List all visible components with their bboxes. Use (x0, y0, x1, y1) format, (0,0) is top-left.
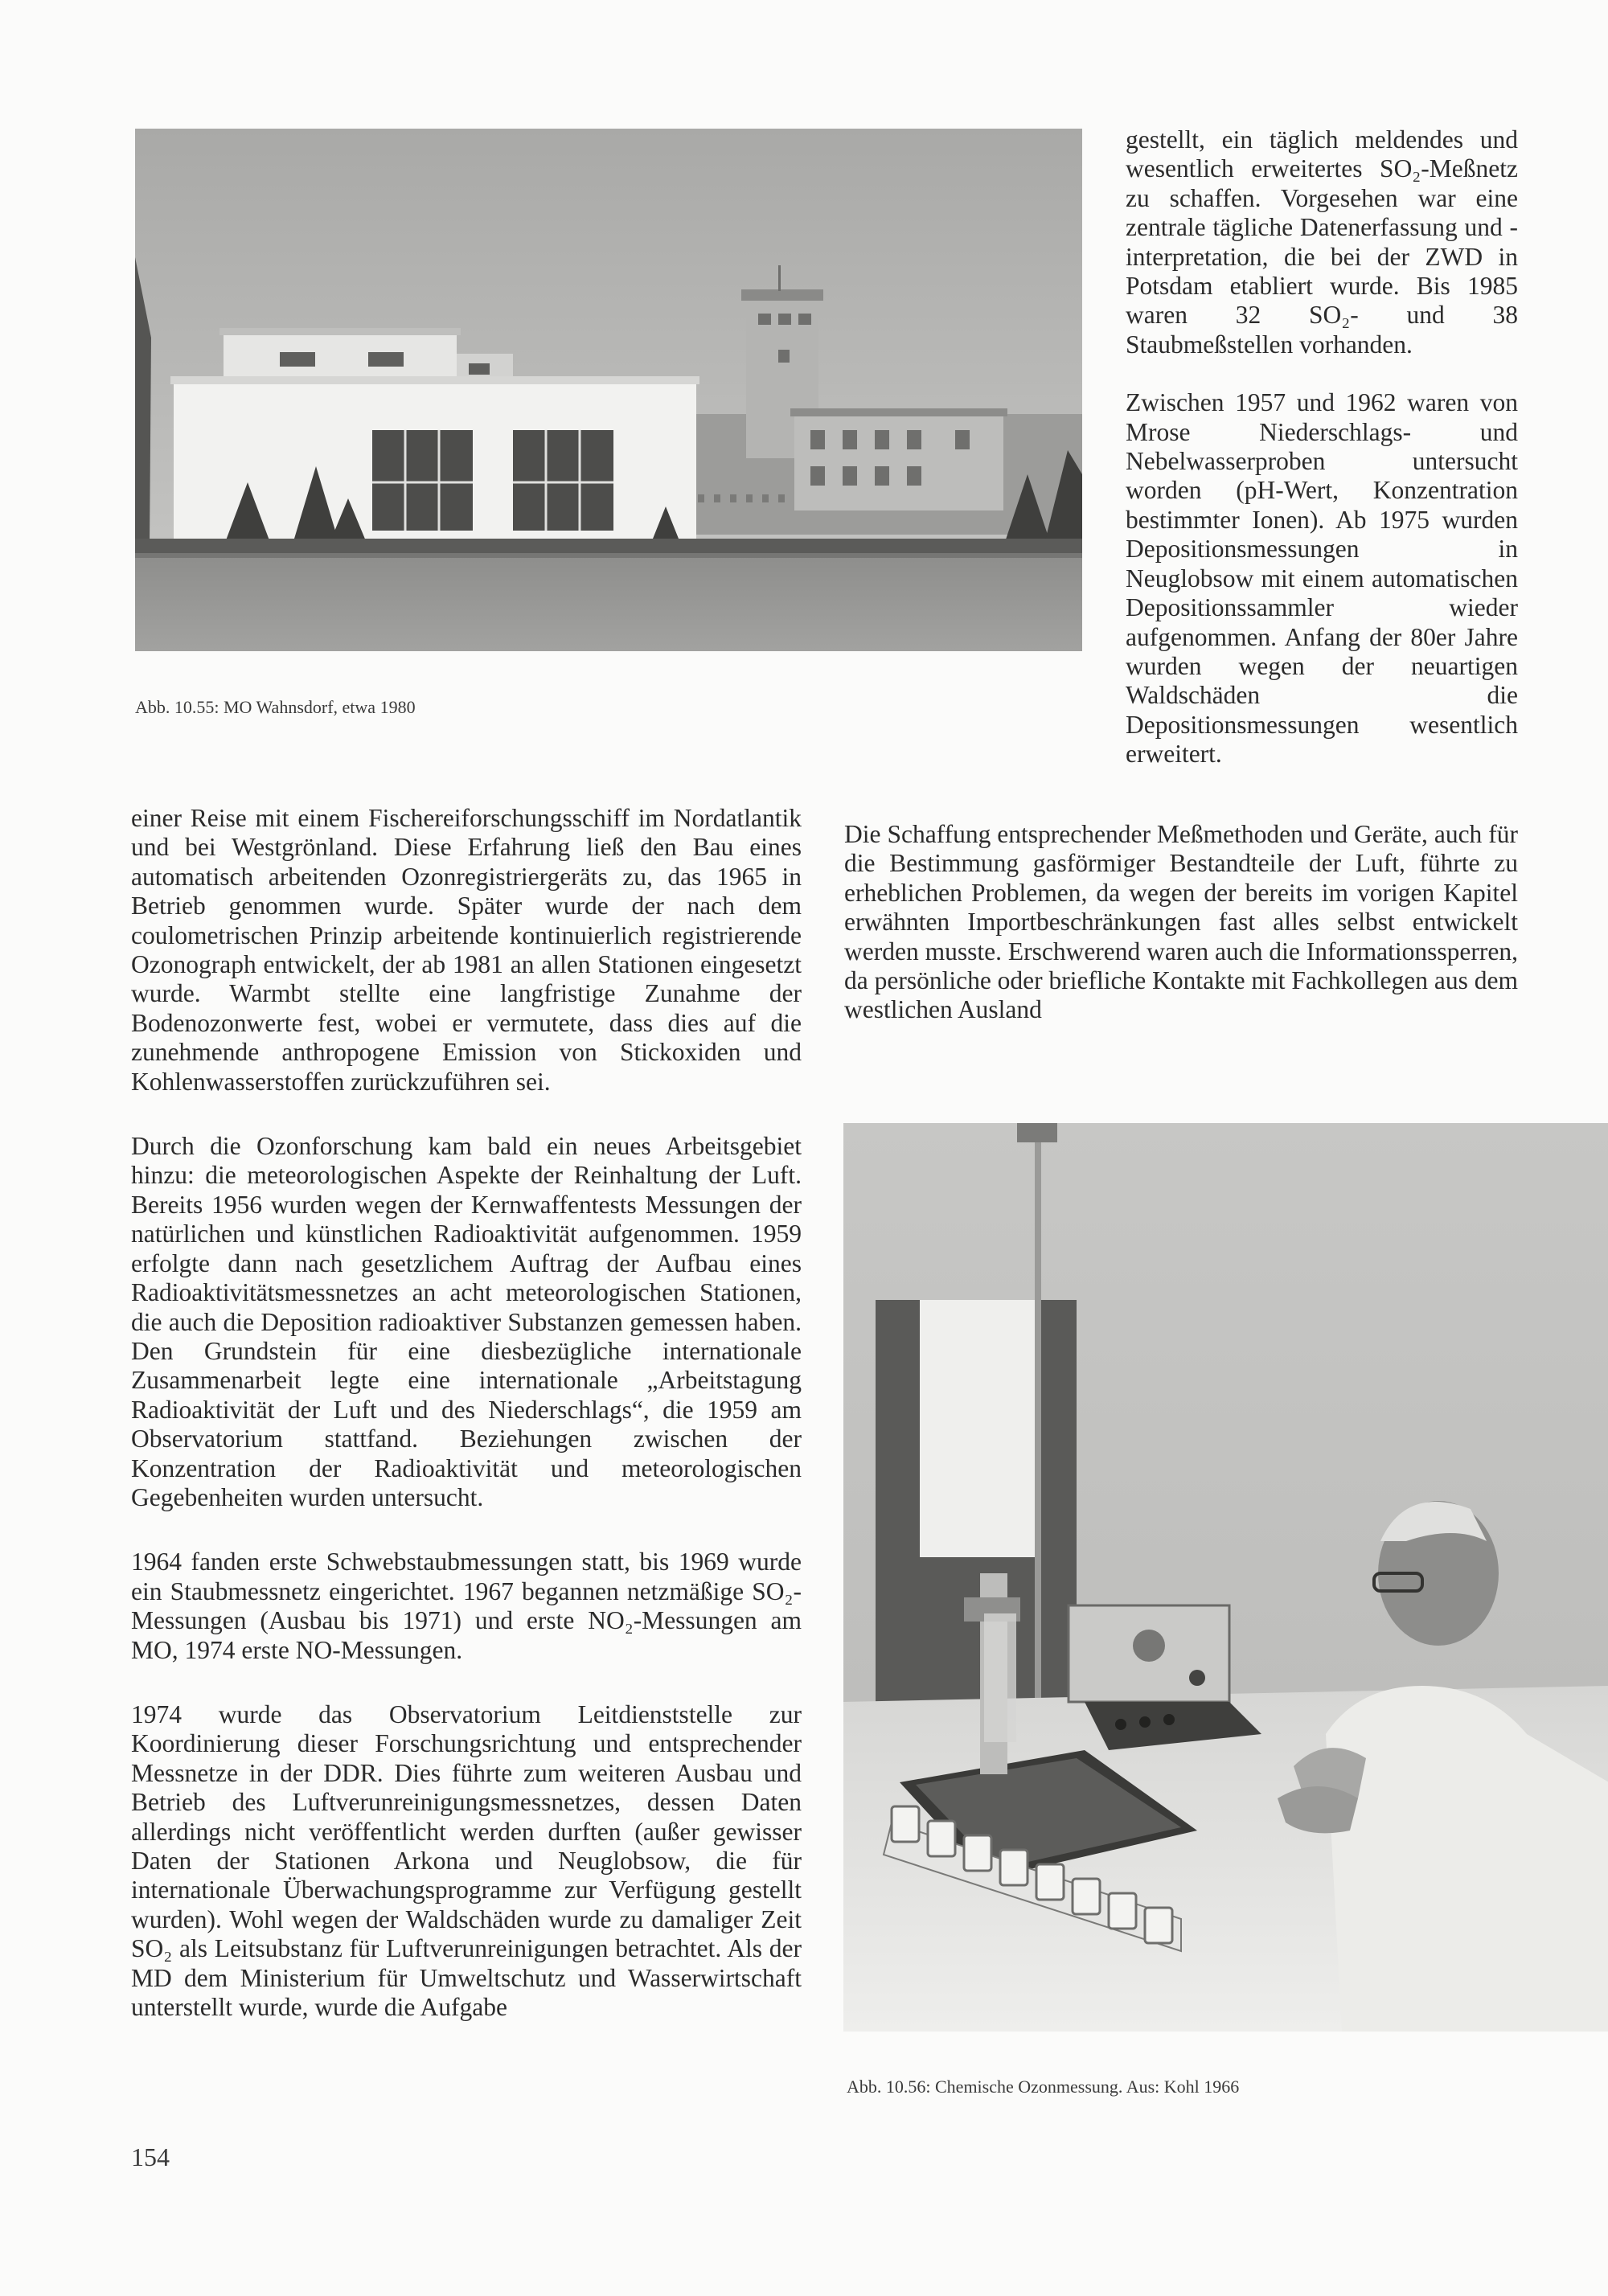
paragraph: 1964 fanden erste Schwebstaubmessungen statt, bis 1969 wurde ein Staubmessnetz eingerichtet. 1967 begannen netzmäßige SO₂-Messungen (Ausbau bis 1971) und erste NO₂-Messungen am MO, 1974 erste NO-Messungen. (131, 1548, 802, 1664)
paragraph: Zwischen 1957 und 1962 waren von Mrose Niederschlags- und Nebelwasserproben untersucht worden (pH-Wert, Konzentration bestimmter Ionen). Ab 1975 wurden Depositionsmessungen in Neuglobsow mit einem automatischen Depositionssammler wieder aufgenommen. Anfang der 80er Jahre wurden wegen der neuartigen Waldschäden die Depositionsmessungen wesentlich erweitert. (1126, 388, 1518, 769)
paragraph: 1974 wurde das Observatorium Leitdienststelle zur Koordinierung dieser Forschungsrichtung und entsprechender Messnetze in der DDR. Dies führte zum weiteren Ausbau und Betrieb des Luftverunreinigungsmessnetzes, dessen Daten allerdings nicht veröffentlicht werden durften (außer gewisser Daten der Stationen Arkona und Neuglobsow, die für internationale Überwachungsprogramme zur Verfügung gestellt wurden). Wohl wegen der Waldschäden wurde zu damaliger Zeit SO₂ als Leitsubstanz für Luftverunreinigungen betrachtet. Als der MD dem Ministerium für Umweltschutz und Wasserwirtschaft unterstellt wurde, wurde die Aufgabe (131, 1699, 802, 2022)
right-column-text-wide (844, 820, 1518, 1025)
right-column-text-top (1126, 125, 1518, 769)
paragraph: gestellt, ein täglich meldendes und wesentlich erweitertes SO₂-Meßnetz zu schaffen. Vorgesehen war eine zentrale tägliche Datenerfassung und -interpretation, die bei der ZWD in Potsdam etabliert wurde. Bis 1985 waren 32 SO₂- und 38 Staubmeßstellen vorhanden. (1126, 125, 1518, 359)
paragraph: Durch die Ozonforschung kam bald ein neues Arbeitsgebiet hinzu: die meteorologischen Aspekte der Reinhaltung der Luft. Bereits 1956 wurden wegen der Kernwaffentests Messungen der natürlichen und künstlichen Radioaktivität aufgenommen. 1959 erfolgte dann nach gesetzlichem Auftrag der Aufbau eines Radioaktivitätsmessnetzes an acht meteorologischen Stationen, die auch die Deposition radioaktiver Substanzen gemessen haben. Den Grundstein für eine diesbezügliche internationale Zusammenarbeit legte eine internationale „Arbeitstagung Radioaktivität der Luft und des Niederschlags“, die 1959 am Observatorium stattfand. Beziehungen zwischen der Konzentration der Radioaktivität und meteorologischen Gegebenheiten wurden untersucht. (131, 1132, 802, 1511)
left-column-text (131, 804, 802, 2022)
figure-caption-10-56: Abb. 10.56: Chemische Ozonmessung. Aus: Kohl 1966 (847, 2077, 1240, 2097)
figure-caption-10-55: Abb. 10.55: MO Wahnsdorf, etwa 1980 (135, 697, 416, 717)
page-number: 154 (131, 2142, 170, 2171)
photo-observatory-building (135, 129, 1082, 651)
paragraph: Die Schaffung entsprechender Meßmethoden und Geräte, auch für die Bestimmung gasförmiger Bestandteile der Luft, führte zu erheblichen Problemen, da wegen der bereits im vorigen Kapitel erwähnten Importbeschränkungen fast alles selbst entwickelt werden musste. Erschwerend waren auch die Informationssperren, da persönliche oder briefliche Kontakte mit Fachkollegen aus dem westlichen Ausland (844, 820, 1518, 1024)
photo-chemical-ozone-measurement (843, 1123, 1608, 2032)
paragraph: einer Reise mit einem Fischereiforschungsschiff im Nordatlantik und bei Westgrönland. Diese Erfahrung ließ den Bau eines automatisch arbeitenden Ozonregistriergeräts zu, das 1965 in Betrieb genommen wurde. Später wurde der nach dem coulometrischen Prinzip arbeitende kontinuierlich registrierende Ozonograph entwickelt, der ab 1981 an allen Stationen eingesetzt wurde. Warmbt stellte eine langfristige Zunahme der Bodenozonwerte fest, wobei er vermutete, dass dies auf die zunehmende anthropogene Emission von Stickoxiden und Kohlenwasserstoffen zurückzuführen sei. (131, 804, 802, 1096)
